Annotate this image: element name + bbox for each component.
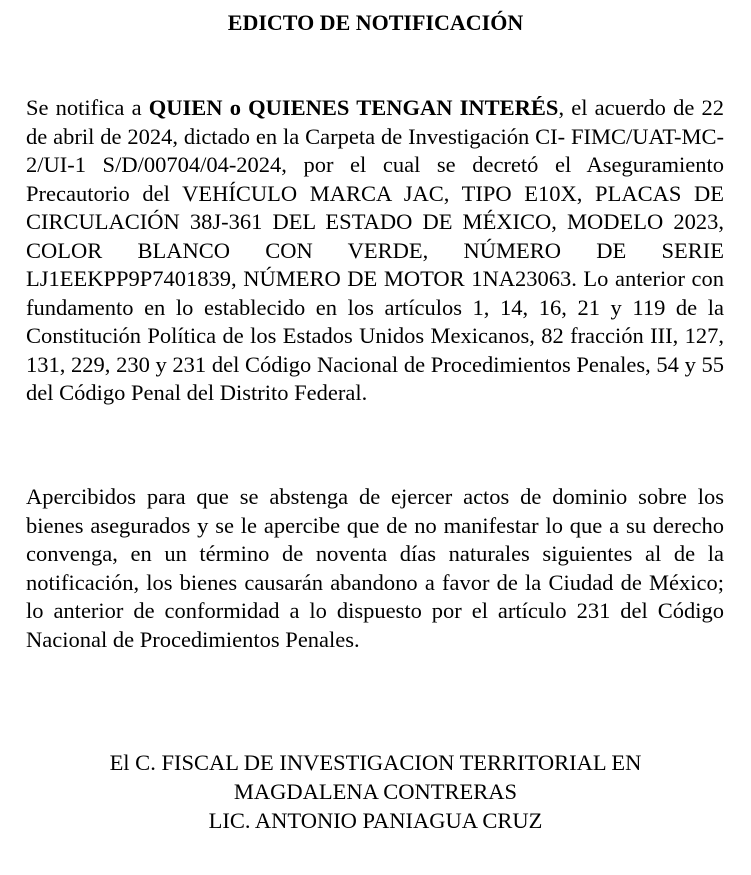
notification-paragraph bbox=[26, 94, 724, 408]
paragraph-intro: Se notifica a bbox=[26, 95, 149, 120]
addressee: QUIEN o QUIENES TENGAN INTERÉS bbox=[148, 95, 559, 120]
paragraph-body: , el acuerdo de 22 de abril de 2024, dictado en la Carpeta de Investigación CI- FIMC/UAT-MC-2/UI-1 S/D/00704/04-2024, por el cual se decretó el Aseguramiento Precautorio del VEHÍCULO MARCA JAC, TIPO E10X, PLACAS DE CIRCULACIÓN 38J-361 DEL ESTADO DE MÉXICO, MODELO 2023, COLOR BLANCO CON VERDE, NÚMERO DE SERIE LJ1EEKPP9P7401839, NÚMERO DE MOTOR 1NA23063. Lo anterior con fundamento en lo establecido en los artículos 1, 14, 16, 21 y 119 de la Constitución Política de los Estados Unidos Mexicanos, 82 fracción III, 127, 131, 229, 230 y 231 del Código Nacional de Procedimientos Penales, 54 y 55 del Código Penal del Distrito Federal. bbox=[26, 95, 724, 405]
signature-block bbox=[0, 748, 751, 835]
signature-line-title: El C. FISCAL DE INVESTIGACION TERRITORIAL EN bbox=[109, 750, 642, 775]
document-title: EDICTO DE NOTIFICACIÓN bbox=[227, 10, 524, 35]
signature-line-office: MAGDALENA CONTRERAS bbox=[233, 779, 518, 804]
signature-line-name: LIC. ANTONIO PANIAGUA CRUZ bbox=[208, 808, 543, 833]
warning-paragraph: Apercibidos para que se abstenga de ejercer actos de dominio sobre los bienes asegurados y se le apercibe que de no manifestar lo que a su derecho convenga, en un término de noventa días naturales siguientes al de la notificación, los bienes causarán abandono a favor de la Ciudad de México; lo anterior de conformidad a lo dispuesto por el artículo 231 del Código Nacional de Procedimientos Penales. bbox=[26, 484, 724, 652]
